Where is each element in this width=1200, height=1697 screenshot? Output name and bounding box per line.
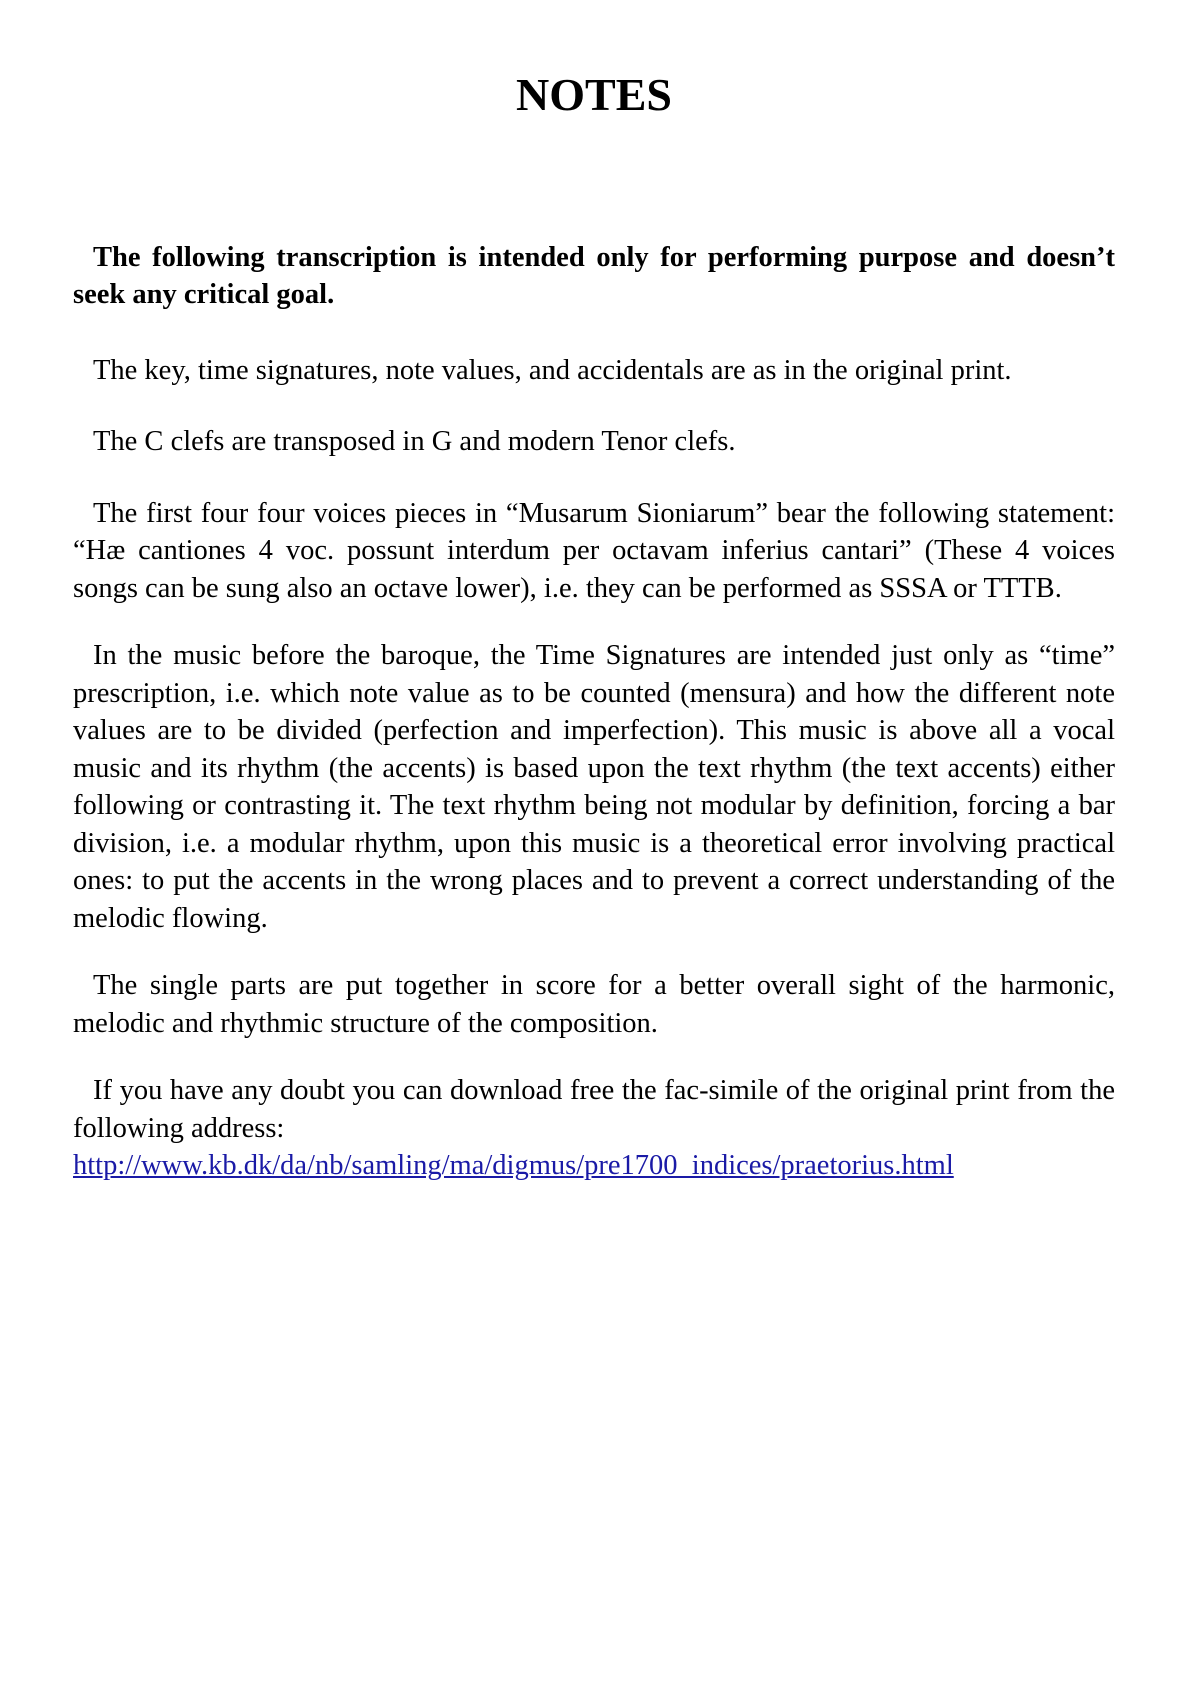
notes-page [73, 70, 1115, 1215]
score-paragraph: The single parts are put together in score for a better overall sight of the harmonic, melodic and rhythmic structure of the composition. [73, 970, 1115, 1039]
facsimile-text: If you have any doubt you can download free the fac-simile of the original print from the following address: [73, 1075, 1115, 1144]
intro-statement-paragraph: The following transcription is intended only for performing purpose and doesn’t seek any critical goal. [73, 241, 1115, 311]
musarum-sioniarum-paragraph: The first four four voices pieces in “Musarum Sioniarum” bear the following statement: “Hæ cantiones 4 voc. possunt interdum per octavam inferius cantari” (These 4 voices songs can be sung also an octave lower), i.e. they can be performed as SSSA or TTTB. [73, 497, 1115, 604]
key-signatures-paragraph: The key, time signatures, note values, and accidentals are as in the original print. [93, 354, 1012, 386]
time-signatures-paragraph: In the music before the baroque, the Time Signatures are intended just only as “time” prescription, i.e. which note value as to be counted (mensura) and how the different note values are to be divided (perfection and imperfection). This music is above all a vocal music and its rhythm (the accents) is based upon the text rhythm (the text accents) either following or contrasting it. The text rhythm being not modular by definition, forcing a bar division, i.e. a modular rhythm, upon this music is a theoretical error involving practical ones: to put the accents in the wrong places and to prevent a correct understanding of the melodic flowing. [73, 640, 1115, 934]
page-title: NOTES [516, 69, 672, 120]
facsimile-paragraph [73, 1072, 1115, 1185]
facsimile-link[interactable]: http://www.kb.dk/da/nb/samling/ma/digmus/pre1700_indices/praetorius.html [73, 1150, 954, 1182]
clefs-paragraph: The C clefs are transposed in G and modern Tenor clefs. [93, 426, 736, 458]
